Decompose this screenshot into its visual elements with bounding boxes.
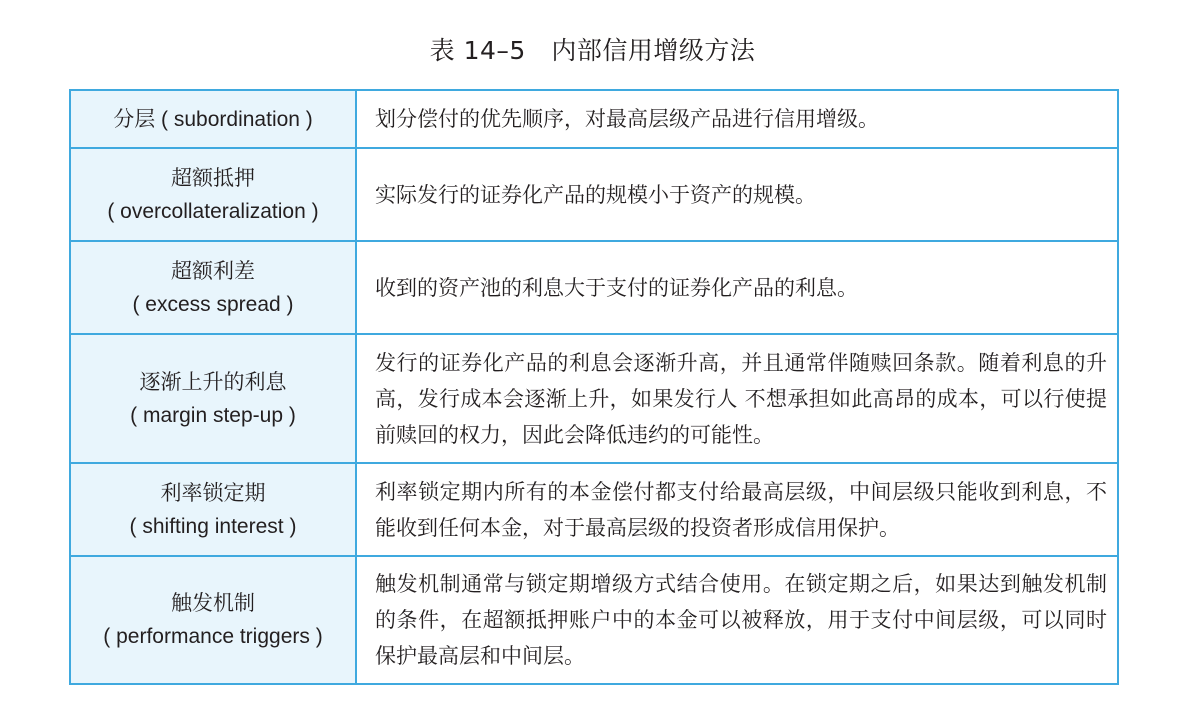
table-row: [70, 556, 1118, 684]
table-row: [70, 148, 1118, 241]
term-english: ( overcollateralization ): [107, 199, 319, 223]
credit-enhancement-table: [69, 89, 1119, 685]
term-chinese: 超额利差: [171, 258, 255, 283]
term-english: ( margin step-up ): [130, 403, 296, 427]
term-cell: [70, 556, 356, 684]
description-cell: 实际发行的证券化产品的规模小于资产的规模。: [356, 148, 1118, 241]
term-cell: [70, 334, 356, 463]
table-row: [70, 334, 1118, 463]
table-row: [70, 463, 1118, 556]
description-cell: 划分偿付的优先顺序，对最高层级产品进行信用增级。: [356, 90, 1118, 148]
description-cell: 利率锁定期内所有的本金偿付都支付给最高层级，中间层级只能收到利息，不能收到任何本金，对于最高层级的投资者形成信用保护。: [356, 463, 1118, 556]
term-english: ( subordination ): [161, 107, 313, 131]
term-chinese: 利率锁定期: [160, 480, 266, 505]
term-english: ( shifting interest ): [129, 514, 297, 538]
description-cell: 收到的资产池的利息大于支付的证券化产品的利息。: [356, 241, 1118, 334]
term-cell: [70, 90, 356, 148]
term-cell: [70, 463, 356, 556]
table-row: [70, 241, 1118, 334]
description-cell: 触发机制通常与锁定期增级方式结合使用。在锁定期之后，如果达到触发机制的条件，在超额抵押账户中的本金可以被释放，用于支付中间层级，可以同时保护最高层和中间层。: [356, 556, 1118, 684]
term-chinese: 超额抵押: [171, 165, 255, 190]
table-row: [70, 90, 1118, 148]
table-caption: 表 14–5 内部信用增级方法: [429, 36, 756, 65]
term-chinese: 触发机制: [171, 591, 255, 615]
term-chinese: 逐渐上升的利息: [139, 369, 287, 394]
term-english: ( excess spread ): [132, 292, 294, 316]
description-cell: 发行的证券化产品的利息会逐渐升高，并且通常伴随赎回条款。随着利息的升高，发行成本会逐渐上升，如果发行人 不想承担如此高昂的成本，可以行使提前赎回的权力，因此会降低违约的可能性。: [356, 334, 1118, 463]
term-chinese: 分层: [113, 106, 156, 131]
term-cell: [70, 148, 356, 241]
term-cell: [70, 241, 356, 334]
term-english: ( performance triggers ): [103, 625, 323, 648]
